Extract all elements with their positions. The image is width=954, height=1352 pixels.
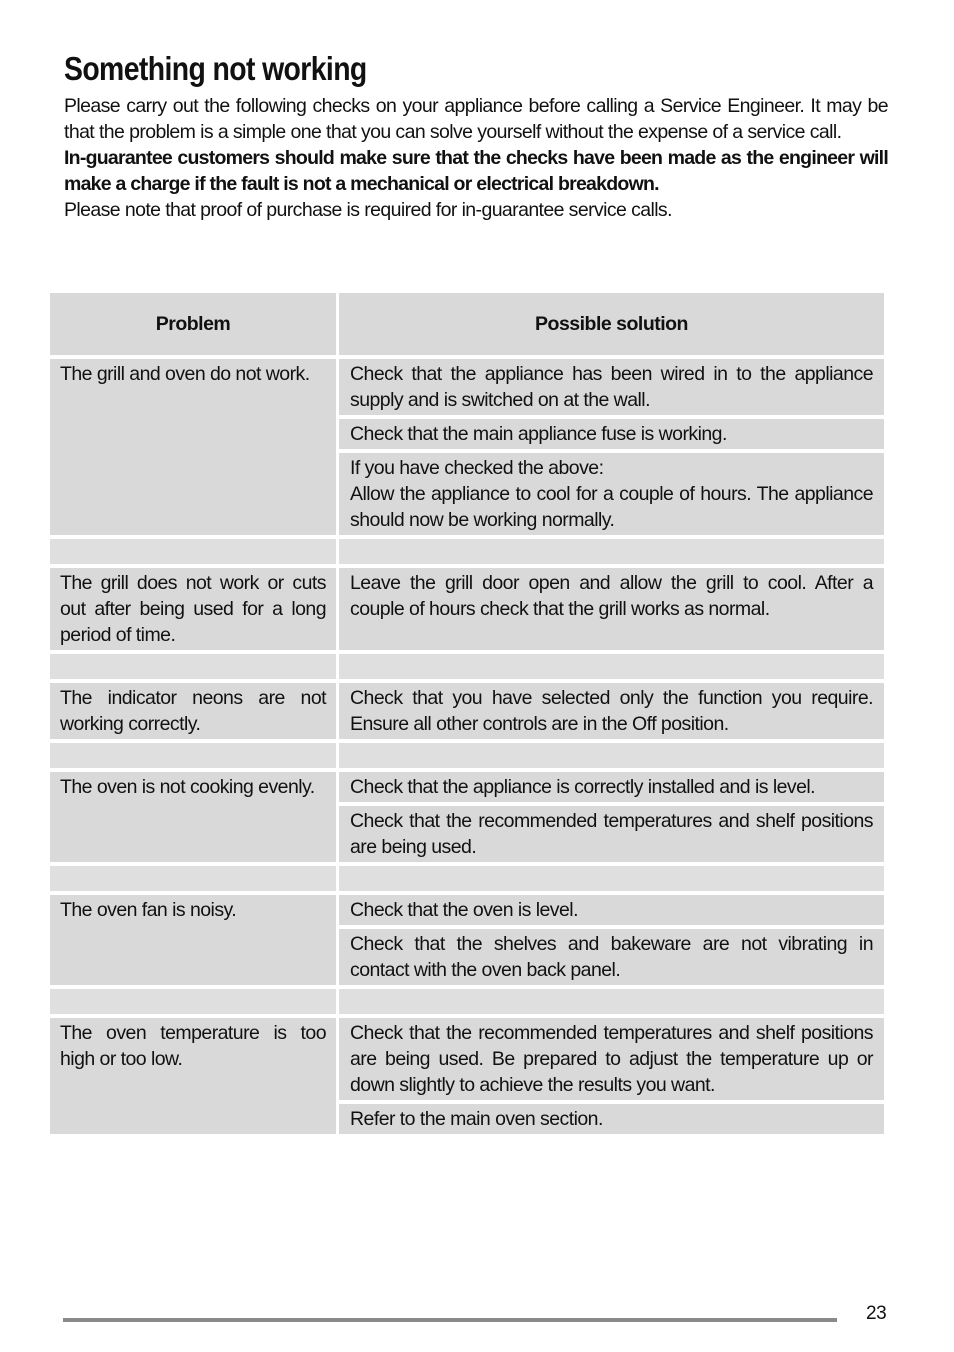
table-row <box>50 895 884 985</box>
table-spacer-row <box>50 743 884 768</box>
table-spacer-row <box>50 866 884 891</box>
proof-of-purchase-note: Please note that proof of purchase is required for in-guarantee service calls. <box>64 199 672 221</box>
header-solution: Possible solution <box>535 313 688 335</box>
solution-text: Check that the recommended temperatures and shelf positions are being used. <box>350 810 873 858</box>
solution-text: Leave the grill door open and allow the grill to cool. After a couple of hours check that the grill works as normal. <box>350 572 873 620</box>
header-problem-cell <box>50 293 336 355</box>
problem-text: The grill does not work or cuts out after being used for a long period of time. <box>60 572 326 646</box>
spacer-cell <box>50 539 336 564</box>
solution-item <box>339 929 884 985</box>
table-row <box>50 568 884 650</box>
guarantee-notice: In-guarantee customers should make sure that the checks have been made as the engineer will make a charge if the fault is not a mechanical or electrical breakdown. <box>64 147 888 195</box>
solution-cell <box>339 772 884 862</box>
spacer-cell <box>50 654 336 679</box>
spacer-cell <box>50 743 336 768</box>
problem-cell <box>50 772 336 862</box>
spacer-cell <box>339 654 884 679</box>
problem-text: The grill and oven do not work. <box>60 363 310 385</box>
solution-item <box>339 683 884 739</box>
problem-cell <box>50 359 336 535</box>
solution-cell <box>339 895 884 985</box>
problem-text: The oven is not cooking evenly. <box>60 776 315 798</box>
table-row <box>50 683 884 739</box>
solution-item <box>339 419 884 449</box>
solution-text: Check that the appliance is correctly installed and is level. <box>350 776 816 798</box>
solution-item <box>339 568 884 650</box>
problem-cell <box>50 895 336 985</box>
solution-item <box>339 359 884 415</box>
solution-cell <box>339 568 884 650</box>
header-problem: Problem <box>155 313 231 335</box>
spacer-cell <box>50 866 336 891</box>
table-spacer-row <box>50 654 884 679</box>
footer-rule <box>63 1318 837 1322</box>
intro-paragraph: Please carry out the following checks on your appliance before calling a Service Engineer. It may be that the problem is a simple one that you can solve yourself without the expense of a service call. <box>64 95 888 143</box>
solution-text: Check that the appliance has been wired in to the appliance supply and is switched on at the wall. <box>350 363 873 411</box>
table-header-row <box>50 293 884 355</box>
table-row <box>50 772 884 862</box>
solution-text: Check that the recommended temperatures and shelf positions are being used. Be prepared to adjust the temperature up or down slightly to achieve the results you want. <box>350 1022 873 1096</box>
spacer-cell <box>339 539 884 564</box>
troubleshooting-table <box>50 293 884 1134</box>
spacer-cell <box>339 743 884 768</box>
problem-text: The oven fan is noisy. <box>60 899 237 921</box>
solution-cell <box>339 1018 884 1134</box>
solution-text: Check that the main appliance fuse is working. <box>350 423 727 445</box>
solution-item <box>339 1104 884 1134</box>
solution-text: Refer to the main oven section. <box>350 1108 603 1130</box>
solution-text: If you have checked the above: Allow the appliance to cool for a couple of hours. The appliance should now be working normally. <box>350 457 873 531</box>
problem-cell <box>50 1018 336 1134</box>
problem-text: The oven temperature is too high or too low. <box>60 1022 326 1070</box>
problem-cell <box>50 683 336 739</box>
solution-text: Check that the oven is level. <box>350 899 578 921</box>
page-title: Something not working <box>64 50 367 87</box>
table-spacer-row <box>50 989 884 1014</box>
page-number: 23 <box>866 1303 887 1324</box>
solution-item <box>339 895 884 925</box>
spacer-cell <box>339 866 884 891</box>
table-row <box>50 359 884 535</box>
table-row <box>50 1018 884 1134</box>
solution-item <box>339 453 884 535</box>
solution-cell <box>339 359 884 535</box>
solution-item <box>339 806 884 862</box>
table-spacer-row <box>50 539 884 564</box>
solution-text: Check that you have selected only the function you require. Ensure all other controls are in the Off position. <box>350 687 873 735</box>
solution-item <box>339 1018 884 1100</box>
solution-cell <box>339 683 884 739</box>
intro-text <box>64 93 888 223</box>
spacer-cell <box>50 989 336 1014</box>
problem-text: The indicator neons are not working correctly. <box>60 687 326 735</box>
spacer-cell <box>339 989 884 1014</box>
solution-text: Check that the shelves and bakeware are not vibrating in contact with the oven back panel. <box>350 933 873 981</box>
solution-item <box>339 772 884 802</box>
problem-cell <box>50 568 336 650</box>
header-solution-cell <box>339 293 884 355</box>
